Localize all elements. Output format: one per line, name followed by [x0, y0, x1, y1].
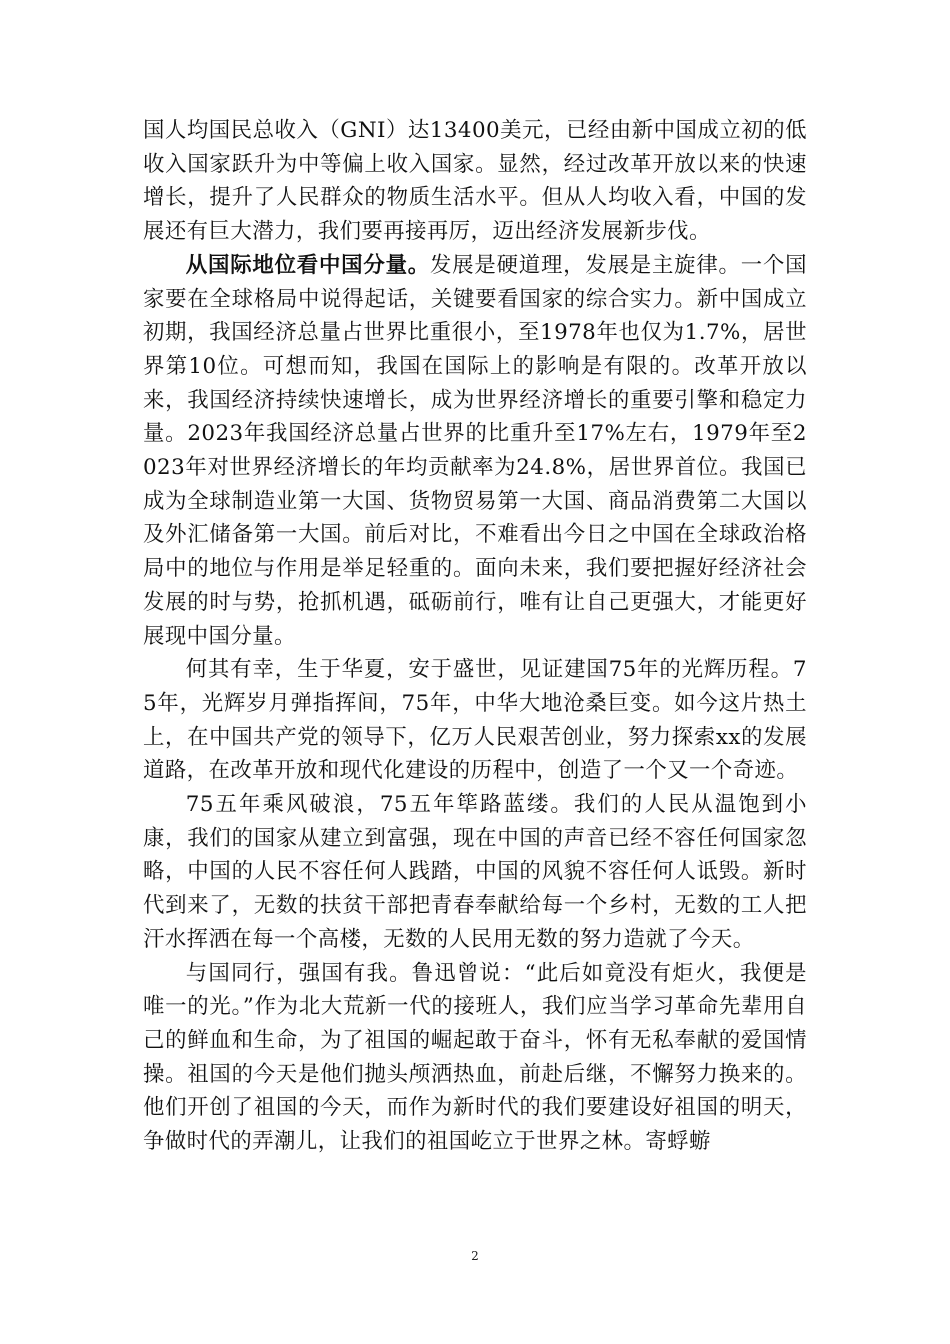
paragraph-4 [143, 788, 807, 957]
paragraph-3 [143, 653, 807, 788]
paragraph-5-text: 与国同行，强国有我。鲁迅曾说：“此后如竟没有炬火，我便是唯一的光。”作为北大荒新一代的接班人，我们应当学习革命先辈用自己的鲜血和生命，为了祖国的崛起敢于奋斗，怀有无私奉献的爱国情操。祖国的今天是他们抛头颅洒热血，前赴后继，不懈努力换来的。他们开创了祖国的今天，而作为新时代的我们要建设好祖国的明天，争做时代的弄潮儿，让我们的祖国屹立于世界之林。寄蜉蝣 [143, 960, 807, 1155]
paragraph-1 [143, 114, 807, 249]
page-number: 2 [471, 1249, 479, 1263]
paragraph-3-text: 何其有幸，生于华夏，安于盛世，见证建国75年的光辉历程。75年，光辉岁月弹指挥间，75年，中华大地沧桑巨变。如今这片热土上，在中国共产党的领导下，亿万人民艰苦创业，努力探索xx的发展道路，在改革开放和现代化建设的历程中，创造了一个又一个奇迹。 [143, 657, 807, 784]
paragraph-5 [143, 957, 807, 1159]
paragraph-2-heading: 从国际地位看中国分量。 [185, 252, 430, 278]
paragraph-2 [143, 249, 807, 653]
paragraph-1-text: 国人均国民总收入（GNI）达13400美元，已经由新中国成立初的低收入国家跃升为中等偏上收入国家。显然，经过改革开放以来的快速增长，提升了人民群众的物质生活水平。但从人均收入看，中国的发展还有巨大潜力，我们要再接再厉，迈出经济发展新步伐。 [143, 118, 807, 245]
paragraph-2-text: 发展是硬道理，发展是主旋律。一个国家要在全球格局中说得起话，关键要看国家的综合实力。新中国成立初期，我国经济总量占世界比重很小，至1978年也仅为1.7%，居世界第10位。可想而知，我国在国际上的影响是有限的。改革开放以来，我国经济持续快速增长，成为世界经济增长的重要引擎和稳定力量。2023年我国经济总量占世界的比重升至17%左右，1979年至2023年对世界经济增长的年均贡献率为24.8%，居世界首位。我国已成为全球制造业第一大国、货物贸易第一大国、商品消费第二大国以及外汇储备第一大国。前后对比，不难看出今日之中国在全球政治格局中的地位与作用是举足轻重的。面向未来，我们要把握好经济社会发展的时与势，抢抓机遇，砥砺前行，唯有让自己更强大，才能更好展现中国分量。 [143, 252, 807, 649]
document-body [143, 114, 807, 1159]
paragraph-4-text: 75五年乘风破浪，75五年筚路蓝缕。我们的人民从温饱到小康，我们的国家从建立到富强，现在中国的声音已经不容任何国家忽略，中国的人民不容任何人践踏，中国的风貌不容任何人诋毁。新时代到来了，无数的扶贫干部把青春奉献给每一个乡村，无数的工人把汗水挥洒在每一个高楼，无数的人民用无数的努力造就了今天。 [143, 792, 807, 952]
